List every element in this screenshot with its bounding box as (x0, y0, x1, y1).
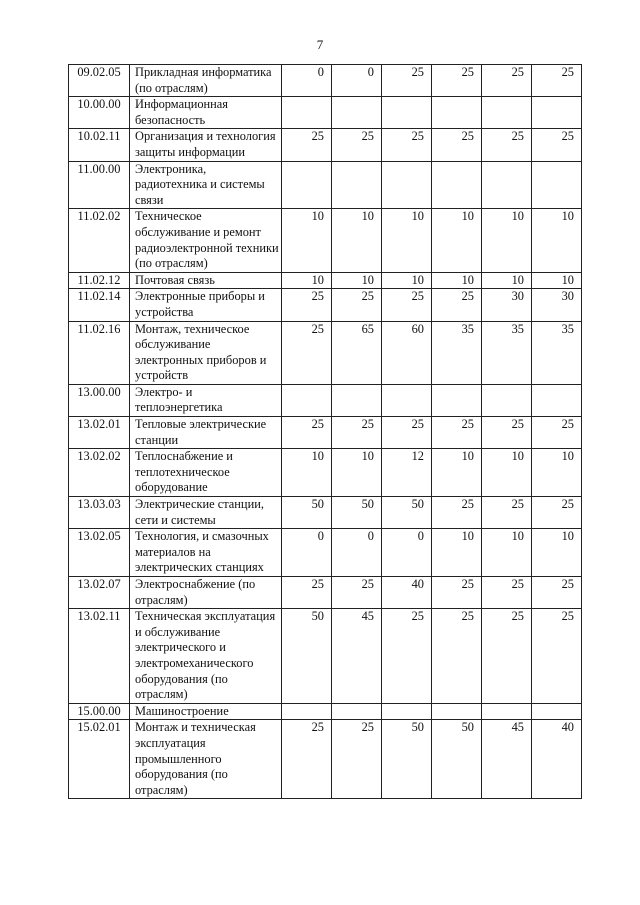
value-cell (432, 384, 482, 416)
value-cell (532, 97, 582, 129)
table-row (69, 384, 582, 416)
table-row (69, 272, 582, 289)
specialty-name: Теплоснабжение и теплотехническое оборудование (130, 449, 282, 497)
value-cell (382, 161, 432, 209)
value-cell: 25 (282, 289, 332, 321)
value-cell: 10 (482, 449, 532, 497)
specialty-name: Электро- и теплоэнергетика (130, 384, 282, 416)
specialty-name: Прикладная информатика (по отраслям) (130, 65, 282, 97)
value-cell: 10 (382, 209, 432, 272)
specialty-name: Почтовая связь (130, 272, 282, 289)
value-cell: 25 (432, 417, 482, 449)
value-cell: 30 (482, 289, 532, 321)
table-body (69, 65, 582, 799)
value-cell: 0 (282, 65, 332, 97)
value-cell: 25 (532, 65, 582, 97)
value-cell: 10 (332, 272, 382, 289)
specialty-code: 15.00.00 (69, 703, 130, 720)
value-cell: 25 (282, 129, 332, 161)
specialty-name: Электроснабжение (по отраслям) (130, 577, 282, 609)
value-cell: 10 (432, 449, 482, 497)
specialty-code: 13.02.02 (69, 449, 130, 497)
specialty-name: Тепловые электрические станции (130, 417, 282, 449)
specialty-name: Электронные приборы и устройства (130, 289, 282, 321)
table-row (69, 703, 582, 720)
value-cell (332, 384, 382, 416)
value-cell: 35 (532, 321, 582, 384)
specialty-name: Организация и технология защиты информации (130, 129, 282, 161)
value-cell (282, 703, 332, 720)
value-cell: 10 (332, 209, 382, 272)
value-cell: 25 (332, 289, 382, 321)
value-cell: 10 (382, 272, 432, 289)
specialty-name: Электроника, радиотехника и системы связи (130, 161, 282, 209)
value-cell: 25 (382, 609, 432, 704)
specialty-name: Техническая эксплуатация и обслуживание электрического и электромеханического оборудования (по отраслям) (130, 609, 282, 704)
value-cell (432, 97, 482, 129)
value-cell: 25 (332, 720, 382, 799)
table-row (69, 289, 582, 321)
value-cell: 12 (382, 449, 432, 497)
value-cell: 10 (282, 449, 332, 497)
table-row (69, 609, 582, 704)
value-cell: 25 (382, 65, 432, 97)
value-cell: 25 (482, 65, 532, 97)
specialty-code: 13.02.11 (69, 609, 130, 704)
value-cell: 25 (382, 289, 432, 321)
value-cell: 25 (332, 129, 382, 161)
value-cell: 30 (532, 289, 582, 321)
specialty-code: 11.02.02 (69, 209, 130, 272)
value-cell: 25 (382, 129, 432, 161)
value-cell: 25 (532, 129, 582, 161)
specialty-name: Монтаж, техническое обслуживание электронных приборов и устройств (130, 321, 282, 384)
value-cell (432, 703, 482, 720)
specialty-name: Монтаж и техническая эксплуатация промышленного оборудования (по отраслям) (130, 720, 282, 799)
value-cell: 35 (432, 321, 482, 384)
value-cell (482, 703, 532, 720)
value-cell: 25 (532, 577, 582, 609)
value-cell: 25 (282, 321, 332, 384)
value-cell (332, 703, 382, 720)
specialty-code: 13.00.00 (69, 384, 130, 416)
value-cell: 45 (332, 609, 382, 704)
value-cell: 40 (382, 577, 432, 609)
value-cell (482, 97, 532, 129)
table-row (69, 417, 582, 449)
table-row (69, 497, 582, 529)
value-cell: 25 (432, 497, 482, 529)
table-row (69, 209, 582, 272)
value-cell: 10 (282, 272, 332, 289)
specialty-name: Машиностроение (130, 703, 282, 720)
value-cell: 50 (282, 497, 332, 529)
value-cell: 0 (282, 529, 332, 577)
value-cell: 10 (482, 209, 532, 272)
value-cell: 10 (532, 449, 582, 497)
specialty-name: Технология, и смазочных материалов на электрических станциях (130, 529, 282, 577)
value-cell (532, 384, 582, 416)
table-row (69, 65, 582, 97)
value-cell (482, 384, 532, 416)
value-cell: 60 (382, 321, 432, 384)
value-cell (482, 161, 532, 209)
value-cell (432, 161, 482, 209)
value-cell: 25 (532, 417, 582, 449)
value-cell: 10 (532, 209, 582, 272)
value-cell (282, 161, 332, 209)
value-cell (332, 161, 382, 209)
table-row (69, 529, 582, 577)
value-cell: 25 (482, 129, 532, 161)
value-cell: 50 (432, 720, 482, 799)
value-cell: 50 (382, 497, 432, 529)
value-cell: 0 (332, 65, 382, 97)
value-cell: 45 (482, 720, 532, 799)
specialty-code: 10.02.11 (69, 129, 130, 161)
value-cell: 25 (482, 577, 532, 609)
value-cell: 25 (282, 720, 332, 799)
quota-table (68, 64, 582, 799)
table-row (69, 720, 582, 799)
value-cell: 10 (332, 449, 382, 497)
value-cell: 25 (432, 577, 482, 609)
specialty-code: 13.02.07 (69, 577, 130, 609)
value-cell (332, 97, 382, 129)
table-row (69, 577, 582, 609)
specialty-code: 13.02.01 (69, 417, 130, 449)
table-row (69, 161, 582, 209)
specialty-name: Техническое обслуживание и ремонт радиоэлектронной техники (по отраслям) (130, 209, 282, 272)
specialty-code: 13.03.03 (69, 497, 130, 529)
value-cell: 50 (382, 720, 432, 799)
specialty-code: 11.02.16 (69, 321, 130, 384)
value-cell (382, 384, 432, 416)
value-cell (282, 384, 332, 416)
value-cell: 10 (532, 272, 582, 289)
value-cell (282, 97, 332, 129)
value-cell: 10 (432, 272, 482, 289)
value-cell: 0 (382, 529, 432, 577)
value-cell: 25 (432, 609, 482, 704)
page-number: 7 (316, 37, 324, 52)
value-cell: 10 (432, 529, 482, 577)
value-cell (382, 97, 432, 129)
value-cell: 25 (482, 497, 532, 529)
value-cell: 10 (482, 529, 532, 577)
value-cell: 25 (432, 129, 482, 161)
value-cell (532, 161, 582, 209)
specialty-code: 11.00.00 (69, 161, 130, 209)
specialty-code: 09.02.05 (69, 65, 130, 97)
value-cell: 0 (332, 529, 382, 577)
value-cell: 35 (482, 321, 532, 384)
value-cell: 25 (382, 417, 432, 449)
specialty-code: 13.02.05 (69, 529, 130, 577)
value-cell: 25 (282, 417, 332, 449)
table-row (69, 449, 582, 497)
value-cell: 50 (282, 609, 332, 704)
value-cell (532, 703, 582, 720)
specialty-code: 10.00.00 (69, 97, 130, 129)
value-cell: 25 (332, 577, 382, 609)
value-cell: 10 (282, 209, 332, 272)
value-cell: 50 (332, 497, 382, 529)
value-cell: 10 (432, 209, 482, 272)
specialty-code: 11.02.12 (69, 272, 130, 289)
value-cell: 10 (482, 272, 532, 289)
specialty-code: 11.02.14 (69, 289, 130, 321)
value-cell: 25 (482, 417, 532, 449)
value-cell: 40 (532, 720, 582, 799)
value-cell: 25 (532, 609, 582, 704)
value-cell: 25 (532, 497, 582, 529)
value-cell: 25 (432, 65, 482, 97)
value-cell: 25 (332, 417, 382, 449)
value-cell: 25 (482, 609, 532, 704)
table-row (69, 97, 582, 129)
value-cell: 25 (282, 577, 332, 609)
value-cell (382, 703, 432, 720)
specialty-name: Электрические станции, сети и системы (130, 497, 282, 529)
value-cell: 10 (532, 529, 582, 577)
specialty-code: 15.02.01 (69, 720, 130, 799)
table-row (69, 129, 582, 161)
table-row (69, 321, 582, 384)
value-cell: 65 (332, 321, 382, 384)
value-cell: 25 (432, 289, 482, 321)
specialty-name: Информационная безопасность (130, 97, 282, 129)
